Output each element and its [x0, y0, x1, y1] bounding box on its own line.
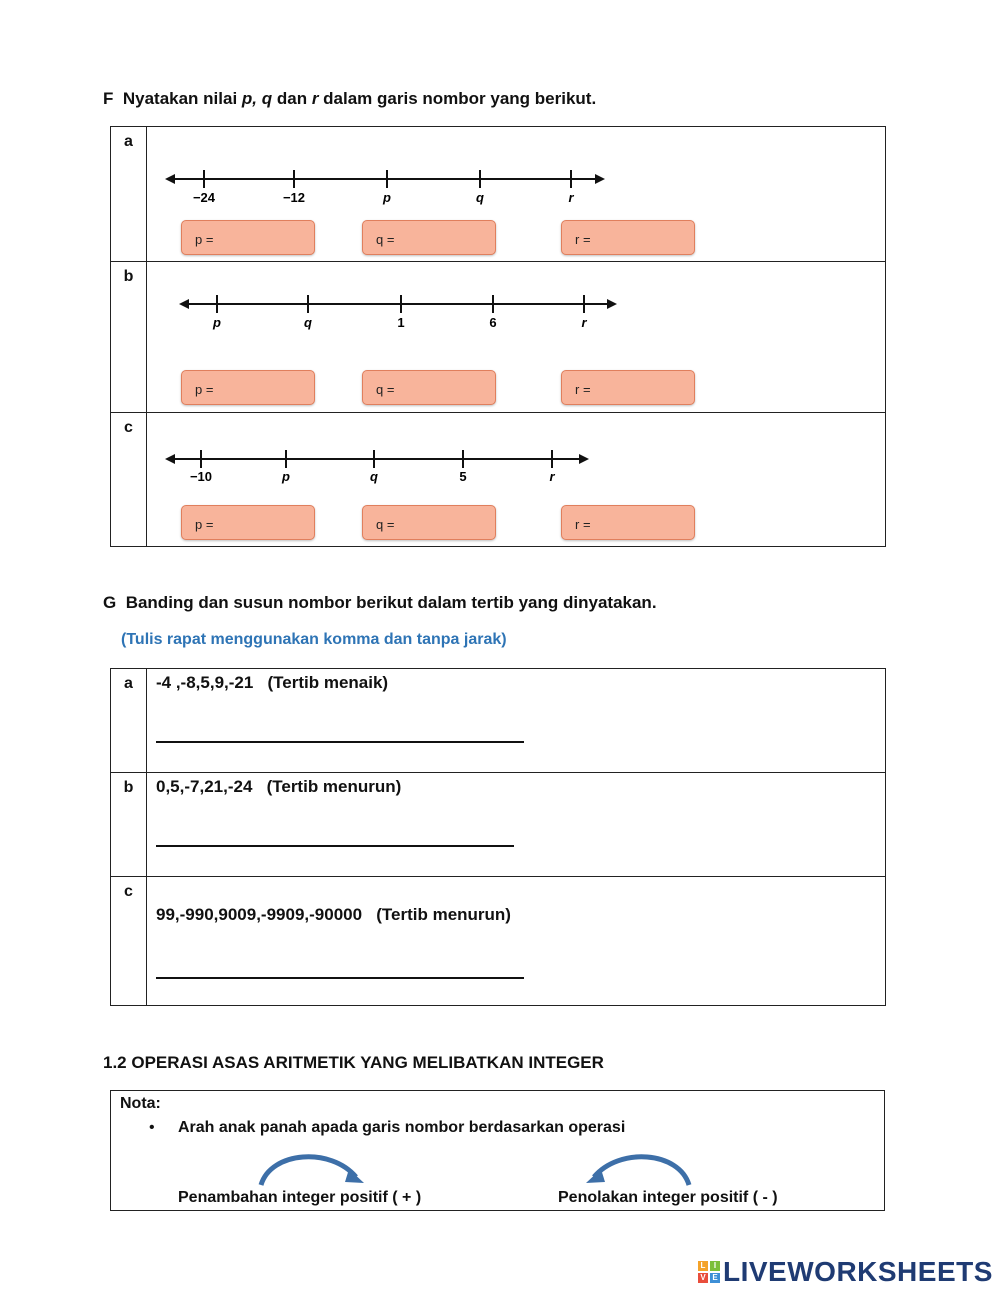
- row-label: [111, 262, 147, 413]
- answer-q-input[interactable]: q =: [362, 505, 496, 540]
- answer-blank-input[interactable]: [156, 969, 524, 979]
- number-line-row-c: [111, 413, 886, 547]
- number-line-c: [147, 413, 887, 503]
- ordering-row-b: [111, 773, 886, 877]
- order-instruction: (Tertib menaik): [267, 673, 389, 692]
- answer-p-input[interactable]: p =: [181, 370, 315, 405]
- question-text: [156, 673, 388, 693]
- section-1-2-heading: 1.2 OPERASI ASAS ARITMETIK YANG MELIBATKAN INTEGER: [103, 1053, 604, 1072]
- number-line-cell: [147, 413, 886, 547]
- row-label-text: a: [124, 675, 133, 692]
- logo-mark-tile: E: [710, 1273, 720, 1283]
- answer-q-input[interactable]: q =: [362, 220, 496, 255]
- nota-label: Nota:: [120, 1095, 161, 1112]
- number-line-cell: [147, 262, 886, 413]
- section-g-title: Banding dan susun nombor berikut dalam tertib yang dinyatakan.: [125, 593, 657, 612]
- logo-mark-tile: L: [698, 1261, 708, 1271]
- number-line-cell: [147, 127, 886, 262]
- tick-label: 6: [489, 315, 497, 330]
- right-arrow-icon: [579, 454, 589, 464]
- row-label: [111, 413, 147, 547]
- section-g-instruction: (Tulis rapat menggunakan komma dan tanpa jarak): [121, 631, 507, 648]
- row-label-text: c: [124, 883, 133, 900]
- order-instruction: (Tertib menurun): [376, 905, 511, 924]
- answer-p-input[interactable]: p =: [181, 505, 315, 540]
- right-arrow-icon: [607, 299, 617, 309]
- number-line-b: [147, 262, 887, 352]
- left-arrow-icon: [165, 174, 175, 184]
- number-list: 0,5,-7,21,-24: [156, 777, 253, 796]
- row-label: [111, 127, 147, 262]
- section-f-heading: [103, 89, 596, 109]
- title-part: Nyatakan nilai: [122, 89, 242, 108]
- tick-label: r: [581, 315, 587, 330]
- logo-mark-icon: [698, 1261, 720, 1283]
- title-part: dan: [272, 89, 312, 108]
- answer-r-input[interactable]: r =: [561, 370, 695, 405]
- tick-label: r: [568, 190, 574, 205]
- row-label-text: b: [123, 779, 134, 796]
- number-list: -4 ,-8,5,9,-21: [156, 673, 254, 692]
- tick-label: p: [282, 469, 290, 484]
- answer-q-input[interactable]: q =: [362, 370, 496, 405]
- var-p: p: [241, 89, 253, 108]
- row-label: [111, 877, 147, 1006]
- answer-blank-input[interactable]: [156, 733, 524, 743]
- section-g-prefix: G: [103, 593, 117, 612]
- right-curved-arrow-icon: [251, 1149, 371, 1189]
- tick-label: q: [476, 190, 484, 205]
- number-line-row-b: [111, 262, 886, 413]
- tick-label: q: [370, 469, 378, 484]
- ordering-cell: [147, 773, 886, 877]
- section-g-heading: [103, 593, 657, 613]
- row-label: [111, 773, 147, 877]
- ordering-row-c: [111, 877, 886, 1006]
- tick-label: −12: [282, 190, 306, 205]
- number-list: 99,-990,9009,-9909,-90000: [156, 905, 363, 924]
- left-arrow-icon: [165, 454, 175, 464]
- tick-label: p: [383, 190, 391, 205]
- answer-p-input[interactable]: p =: [181, 220, 315, 255]
- bullet-point: •: [149, 1119, 155, 1136]
- section-f-prefix: F: [103, 89, 114, 108]
- liveworksheets-logo[interactable]: [698, 1256, 993, 1288]
- var-r: r: [311, 89, 319, 108]
- tick-label: r: [549, 469, 555, 484]
- tick-label: −24: [192, 190, 216, 205]
- var-q: q: [261, 89, 273, 108]
- tick-label: −10: [189, 469, 213, 484]
- answer-r-input[interactable]: r =: [561, 220, 695, 255]
- left-curved-arrow-icon: [579, 1149, 699, 1189]
- ordering-cell: [147, 877, 886, 1006]
- ordering-table: [110, 668, 886, 1006]
- row-label-text: c: [124, 419, 133, 436]
- left-arrow-icon: [179, 299, 189, 309]
- row-label: [111, 669, 147, 773]
- nota-bullet-text: Arah anak panah apada garis nombor berdasarkan operasi: [178, 1119, 626, 1136]
- question-text: [156, 777, 401, 797]
- row-label-text: b: [123, 268, 134, 285]
- logo-mark-tile: I: [710, 1261, 720, 1271]
- number-line-table: [110, 126, 886, 547]
- logo-text: LIVEWORKSHEETS: [723, 1256, 993, 1287]
- answer-blank-input[interactable]: [156, 837, 514, 847]
- question-text: [156, 905, 511, 925]
- number-line-row-a: [111, 127, 886, 262]
- tick-label: q: [304, 315, 312, 330]
- ordering-cell: [147, 669, 886, 773]
- ordering-row-a: [111, 669, 886, 773]
- answer-r-input[interactable]: r =: [561, 505, 695, 540]
- order-instruction: (Tertib menurun): [266, 777, 402, 796]
- subtraction-caption: Penolakan integer positif ( - ): [558, 1189, 778, 1206]
- title-part: dalam garis nombor yang berikut.: [318, 89, 597, 108]
- nota-box: [110, 1090, 885, 1211]
- tick-label: p: [213, 315, 221, 330]
- addition-caption: Penambahan integer positif ( + ): [178, 1189, 422, 1206]
- tick-label: 5: [459, 469, 467, 484]
- right-arrow-icon: [595, 174, 605, 184]
- row-label-text: a: [124, 133, 133, 150]
- logo-mark-tile: V: [698, 1273, 708, 1283]
- tick-label: 1: [397, 315, 405, 330]
- number-line-a: [147, 127, 887, 217]
- title-part: ,: [252, 89, 262, 108]
